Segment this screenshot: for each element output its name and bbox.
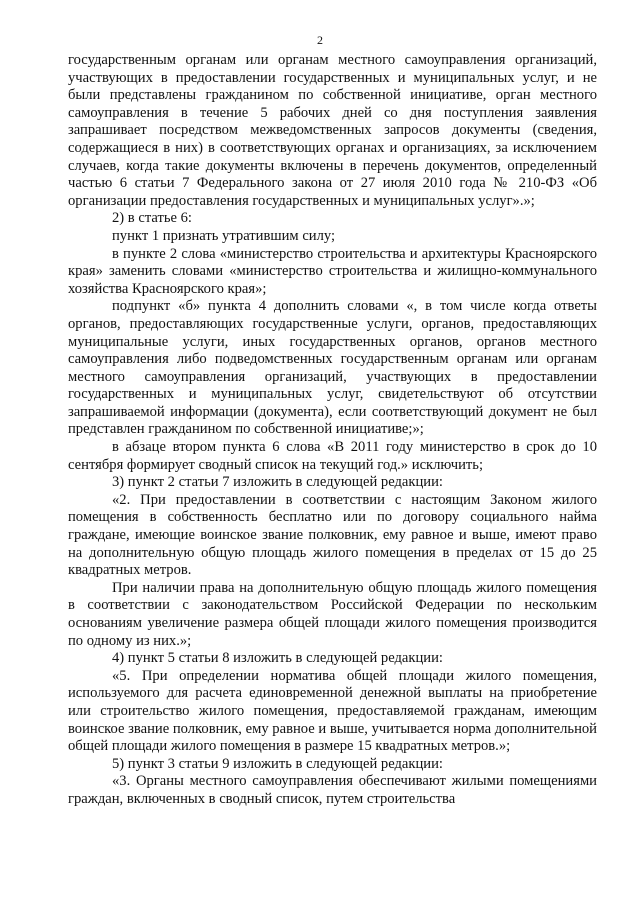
paragraph: в абзаце втором пункта 6 слова «В 2011 году министерство в срок до 10 сентября формирует сводный список на текущий год.» исключить; [68, 439, 597, 473]
paragraph: пункт 1 признать утратившим силу; [112, 227, 336, 244]
paragraph: в пункте 2 слова «министерство строительства и архитектуры Красноярского края» заменить словами «министерство строительства и жилищно-коммунального хозяйства Красноярского края»; [68, 245, 597, 297]
page-number: 2 [317, 33, 323, 47]
document-body [68, 52, 597, 809]
paragraph: «2. При предоставлении в соответствии с настоящим Законом жилого помещения в собственность бесплатно или по договору социального найма граждане, имеющие воинское звание полковник, ему равное и выше, имеют право на дополнительную общую площадь жилого помещения в пределах от 15 до 25 квадратных метров. [68, 491, 597, 579]
paragraph: подпункт «б» пункта 4 дополнить словами «, в том числе когда ответы органов, предоставляющих государственные услуги, органов, предоставляющих муниципальные услуги, иных государственных органов, органов местного самоуправления либо подведомственных государственным органам или органам местного самоуправления организаций, участвующих в предоставлении государственных и муниципальных услуг, свидетельствуют об отсутствии запрашиваемой информации (документа), если соответствующий документ не был представлен гражданином по собственной инициативе;»; [68, 298, 597, 438]
paragraph: При наличии права на дополнительную общую площадь жилого помещения в соответствии с законодательством Российской Федерации по нескольким основаниям увеличение размера общей площади жилого помещения производится по одному из них.»; [68, 579, 597, 649]
paragraph: государственным органам или органам местного самоуправления организаций, участвующих в предоставлении государственных и муниципальных услуг, и не были представлены гражданином по собственной инициативе, орган местного самоуправления в течение 5 рабочих дней со дня поступления заявления запрашивает посредством межведомственных запросов документы (сведения, содержащиеся в них) в соответствующих органах и организациях, за исключением случаев, когда такие документы включены в перечень документов, определенный частью 6 статьи 7 Федерального закона от 27 июля 2010 года № 210-ФЗ «Об организации предоставления государственных и муниципальных услуг».»; [68, 52, 597, 209]
paragraph: 2) в статье 6: [112, 210, 192, 227]
paragraph: «3. Органы местного самоуправления обеспечивают жилыми помещениями граждан, включенных в сводный список, путем строительства [68, 773, 597, 807]
paragraph: 5) пункт 3 статьи 9 изложить в следующей редакции: [112, 755, 443, 772]
paragraph: «5. При определении норматива общей площади жилого помещения, используемого для расчета единовременной денежной выплаты на приобретение или строительство жилого помещения, предоставляемой гражданам, имеющим воинское звание полковник, ему равное и выше, учитывается норма дополнительной общей площади жилого помещения в размере 15 квадратных метров.»; [68, 667, 597, 755]
paragraph: 3) пункт 2 статьи 7 изложить в следующей редакции: [112, 474, 443, 491]
paragraph: 4) пункт 5 статьи 8 изложить в следующей редакции: [112, 650, 443, 667]
